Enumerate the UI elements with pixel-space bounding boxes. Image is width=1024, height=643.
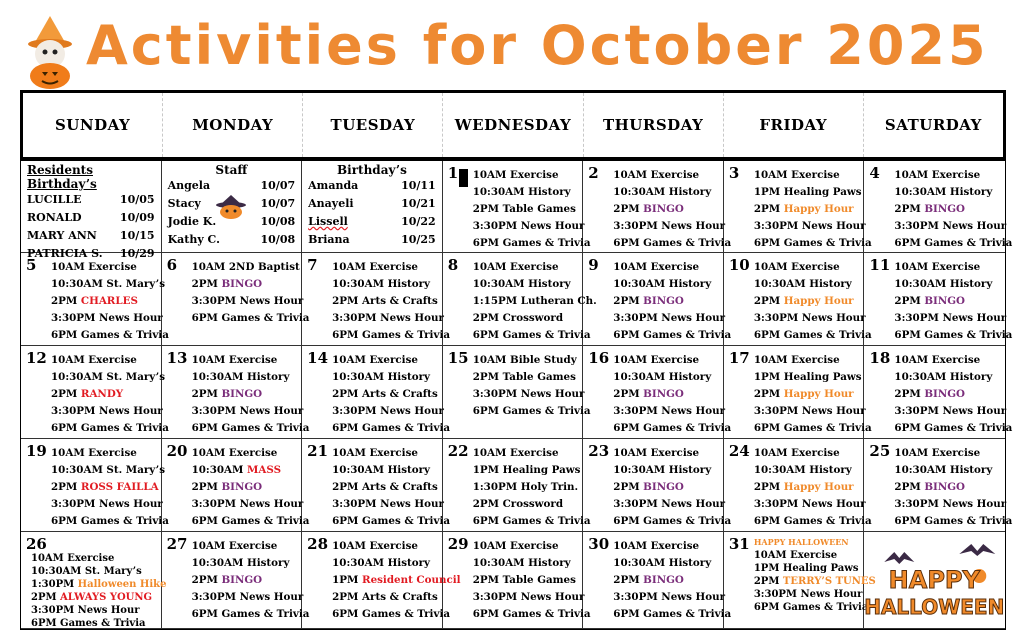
day-cell-13 — [162, 346, 310, 439]
day-cell-31 — [724, 532, 876, 629]
staff-row: Jodie K. 10/08 — [167, 215, 296, 228]
activity-item: 10AM Exercise — [332, 540, 418, 552]
residents-birthdays-title: Residents Birthday’s — [27, 163, 97, 191]
activity-item: 6PM Games & Trivia — [332, 422, 451, 434]
activity-highlight: BINGO — [643, 388, 684, 400]
day-header-friday: FRIDAY — [724, 93, 864, 157]
happy-halloween-art-cell — [864, 532, 1005, 629]
activity-item: 6PM Games & Trivia — [613, 237, 732, 249]
activity-item: 2PM Happy Hour — [753, 388, 854, 400]
activity-item — [754, 536, 862, 549]
activity-highlight: Resident Council — [362, 574, 461, 586]
staff-title: Staff — [215, 163, 248, 177]
day-number: 29 — [447, 535, 469, 553]
activity-item: 6PM Games & Trivia — [613, 608, 732, 620]
day-cell-12 — [21, 346, 169, 439]
activity-item: 10AM Exercise — [894, 169, 981, 181]
activity-item: 10:30AM MASS — [191, 464, 282, 476]
day-cell-29 — [443, 532, 591, 629]
day-number: 18 — [869, 349, 891, 367]
activity-item: 2PM BINGO — [894, 481, 966, 493]
activity-item: 3:30PM News Hour — [472, 220, 585, 232]
activity-item: 6PM Games & Trivia — [191, 515, 310, 527]
activity-item: 3:30PM News Hour — [51, 312, 163, 324]
activity-item: 3:30PM News Hour — [753, 312, 866, 324]
activity-item: 2PM Crossword — [472, 312, 564, 324]
activity-item: 3:30PM News Hour — [191, 498, 304, 510]
svg-text:HALLOWEEN: HALLOWEEN — [864, 595, 1005, 619]
day-number: 15 — [447, 349, 469, 367]
activity-item: 10AM Exercise — [613, 447, 700, 459]
activity-item: 3:30PM News Hour — [753, 498, 866, 510]
activity-item: 10AM Exercise — [191, 354, 278, 366]
activity-item: 3:30PM News Hour — [613, 591, 726, 603]
activity-item: 3:30PM News Hour — [191, 295, 304, 307]
day-header-saturday: SATURDAY — [884, 116, 982, 134]
day-number: 24 — [728, 442, 750, 460]
activity-item: 2PM Table Games — [472, 574, 576, 586]
day-number: 28 — [307, 535, 329, 553]
activity-item: 6PM Games & Trivia — [753, 237, 872, 249]
activity-item: 10AM Exercise — [613, 261, 700, 273]
day-header-monday: MONDAY — [163, 93, 303, 157]
activity-highlight: BINGO — [221, 278, 263, 290]
day-cell-14 — [302, 346, 451, 439]
activity-item: 10AM Exercise — [472, 261, 559, 273]
activity-item: 6PM Games & Trivia — [613, 422, 732, 434]
activity-item: 2PM RANDY — [51, 388, 124, 400]
day-cell-26 — [21, 532, 167, 629]
birthday-row: PATRICIA S. 10/29 — [27, 247, 155, 260]
activity-item: 10AM Exercise — [332, 447, 418, 459]
activity-item: 10:30AM History — [191, 371, 290, 383]
activity-item: 10:30AM History — [191, 557, 290, 569]
day-cell-17 — [724, 346, 872, 439]
activity-item: 2PM ALWAYS YOUNG — [31, 592, 153, 603]
activity-item: 1PM Healing Paws — [753, 563, 859, 574]
activity-highlight: BINGO — [643, 295, 684, 307]
activity-highlight: Happy Hour — [783, 481, 854, 493]
activity-item: 3:30PM News Hour — [191, 591, 304, 603]
activity-highlight: RANDY — [80, 388, 124, 400]
activity-item: 2PM BINGO — [613, 203, 684, 215]
activity-item: 10AM Exercise — [753, 550, 838, 561]
day-number: 9 — [588, 256, 599, 274]
day-number: 26 — [26, 535, 47, 553]
activity-item: 3:30PM News Hour — [753, 220, 866, 232]
activity-item: 3:30PM News Hour — [472, 591, 585, 603]
day-number: 6 — [166, 256, 177, 274]
staff-row: Stacy 10/07 — [167, 197, 296, 210]
activity-item: 6PM Games & Trivia — [51, 515, 169, 527]
activity-item: 10AM Exercise — [332, 354, 418, 366]
activity-item: 10:30AM History — [613, 464, 712, 476]
witch-pumpkin-icon — [214, 195, 248, 219]
activity-item: 10:30AM History — [332, 557, 431, 569]
day-cell-7 — [302, 253, 451, 346]
activity-item: 10:30AM History — [753, 278, 852, 290]
birthday-row: Briana 10/25 — [308, 233, 436, 246]
day-cell-4 — [864, 161, 1013, 253]
activity-item: 6PM Games & Trivia — [332, 515, 451, 527]
day-cell-3 — [724, 161, 872, 253]
staff-row: Kathy C. 10/08 — [167, 233, 296, 246]
activity-item: 3:30PM News Hour — [894, 220, 1007, 232]
activity-item: 3:30PM News Hour — [613, 220, 726, 232]
day-cell-6 — [162, 253, 310, 346]
activity-item: 3:30PM News Hour — [613, 498, 726, 510]
day-header-thursday: THURSDAY — [584, 93, 724, 157]
activity-item: 10AM Exercise — [191, 447, 278, 459]
activity-item: 6PM Games & Trivia — [191, 422, 310, 434]
activity-item: 6PM Games & Trivia — [472, 329, 591, 341]
activity-item: 6PM Games & Trivia — [613, 515, 732, 527]
activity-item: 2PM BINGO — [894, 388, 966, 400]
activity-item: 2PM Happy Hour — [753, 481, 854, 493]
activity-item: 2PM BINGO — [613, 481, 684, 493]
activity-item: 10:30AM History — [894, 464, 993, 476]
activity-item: 10:30AM History — [894, 186, 993, 198]
activity-item: 10AM Exercise — [472, 540, 559, 552]
day-number: 20 — [166, 442, 188, 460]
activity-item: 6PM Games & Trivia — [332, 608, 451, 620]
day-number: 31 — [728, 535, 750, 553]
day-header-sunday: SUNDAY — [23, 93, 163, 157]
activity-item: 1:30PM Holy Trin. — [472, 481, 579, 493]
activity-item: 10AM Exercise — [51, 261, 137, 273]
day-number: 17 — [728, 349, 750, 367]
activity-item: 10AM Exercise — [613, 540, 700, 552]
activity-item: 10AM Exercise — [613, 169, 700, 181]
staff-row: Angela 10/07 — [167, 179, 296, 192]
birthday-row: Lissell 10/22 — [308, 215, 436, 228]
activity-item: 6PM Games & Trivia — [472, 405, 591, 417]
activity-item: 6PM Games & Trivia — [191, 608, 310, 620]
day-number: 25 — [869, 442, 891, 460]
activity-item: 1:30PM Halloween Hike — [31, 579, 167, 590]
activity-item: 2PM BINGO — [191, 278, 263, 290]
activity-item: 2PM CHARLES — [51, 295, 138, 307]
day-cell-9 — [583, 253, 732, 346]
activity-item: 3:30PM News Hour — [332, 498, 444, 510]
birthday-row: LUCILLE 10/05 — [27, 193, 155, 206]
day-number: 19 — [26, 442, 47, 460]
day-cell-27 — [162, 532, 310, 629]
day-cell-20 — [162, 439, 310, 532]
activity-item: 3:30PM News Hour — [894, 405, 1007, 417]
activity-item: 3:30PM News Hour — [191, 405, 304, 417]
activity-highlight: BINGO — [643, 203, 684, 215]
day-number: 4 — [869, 164, 880, 182]
activity-item: 10AM Bible Study — [472, 354, 577, 366]
day-number: 23 — [588, 442, 610, 460]
activity-item: 10AM Exercise — [894, 447, 981, 459]
activity-item: 2PM Arts & Crafts — [332, 591, 438, 603]
activity-item: 3:30PM News Hour — [894, 312, 1007, 324]
activity-item: 1:15PM Lutheran Ch. — [472, 295, 597, 307]
day-cell-10 — [724, 253, 872, 346]
day-cell-8 — [443, 253, 597, 346]
activity-highlight: TERRY’S TUNES — [782, 576, 876, 587]
activity-item: 6PM Games & Trivia — [894, 237, 1013, 249]
birthdays-cell — [302, 161, 443, 253]
activity-item: 6PM Games & Trivia — [753, 602, 869, 613]
activity-item: 10AM Exercise — [472, 447, 559, 459]
activity-item: 2PM Table Games — [472, 371, 576, 383]
activity-item: 2PM Table Games — [472, 203, 576, 215]
activity-item: 6PM Games & Trivia — [332, 329, 451, 341]
activity-item: 6PM Games & Trivia — [894, 422, 1013, 434]
activity-item: 1PM Resident Council — [332, 574, 461, 586]
activity-highlight: BINGO — [221, 481, 263, 493]
activity-item: 6PM Games & Trivia — [472, 608, 591, 620]
activity-highlight: CHARLES — [80, 295, 138, 307]
activity-item: 6PM Games & Trivia — [31, 618, 146, 629]
activity-highlight: BINGO — [643, 481, 684, 493]
activity-item: 3:30PM News Hour — [894, 498, 1007, 510]
activity-item: 3:30PM News Hour — [613, 405, 726, 417]
activity-item: 2PM BINGO — [613, 388, 684, 400]
activity-item: 10:30AM History — [472, 278, 571, 290]
activity-item: 10:30AM History — [472, 186, 571, 198]
activity-item: 6PM Games & Trivia — [753, 515, 872, 527]
birthday-row: Anayeli 10/21 — [308, 197, 436, 210]
day-cell-25 — [864, 439, 1013, 532]
day-number: 16 — [588, 349, 610, 367]
day-header-wednesday: WEDNESDAY — [443, 93, 583, 157]
page-title: Activities for October 2025 — [86, 14, 989, 77]
activity-item: 2PM Crossword — [472, 498, 564, 510]
activity-item: 2PM BINGO — [191, 574, 263, 586]
day-cell-19 — [21, 439, 169, 532]
day-cell-24 — [724, 439, 872, 532]
activity-item: 2PM BINGO — [613, 295, 684, 307]
activity-item: 10AM Exercise — [753, 447, 840, 459]
activity-item: 10:30AM History — [332, 371, 431, 383]
activity-item: 10:30AM History — [613, 278, 712, 290]
day-cell-1 — [443, 161, 591, 253]
activity-item: 10AM Exercise — [753, 169, 840, 181]
day-number: 3 — [728, 164, 740, 182]
day-header-tuesday: TUESDAY — [303, 93, 443, 157]
activity-item: 1PM Healing Paws — [472, 464, 581, 476]
activity-item: 2PM TERRY’S TUNES — [753, 576, 876, 587]
activity-highlight: ROSS FAILLA — [80, 481, 159, 493]
activity-item: 1PM Healing Paws — [753, 371, 862, 383]
activity-item: 10AM Exercise — [613, 354, 700, 366]
activity-item: 2PM Happy Hour — [753, 295, 854, 307]
activity-item: 3:30PM News Hour — [472, 388, 585, 400]
activity-item: 3:30PM News Hour — [753, 405, 866, 417]
activity-highlight: ALWAYS YOUNG — [60, 592, 153, 603]
activity-item: 3:30PM News Hour — [753, 589, 863, 600]
activity-item: 10:30AM St. Mary’s — [51, 464, 166, 476]
day-number: 30 — [588, 535, 610, 553]
activity-item: 2PM Happy Hour — [753, 203, 854, 215]
activity-highlight: Happy Hour — [783, 388, 854, 400]
activity-item: 6PM Games & Trivia — [472, 515, 591, 527]
activity-item: 6PM Games & Trivia — [51, 422, 169, 434]
day-number: 22 — [447, 442, 469, 460]
activity-item: 3:30PM News Hour — [613, 312, 726, 324]
activity-item: 10AM Exercise — [894, 354, 981, 366]
birthday-row: RONALD 10/09 — [27, 211, 155, 224]
day-cell-2 — [583, 161, 732, 253]
activity-item: 2PM BINGO — [894, 203, 966, 215]
calendar-grid — [20, 160, 1013, 630]
birthday-row: MARY ANN 10/15 — [27, 229, 155, 242]
activity-item: 10:30AM History — [613, 557, 712, 569]
activity-item: 6PM Games & Trivia — [894, 329, 1013, 341]
activity-item: 10:30AM History — [894, 371, 993, 383]
activity-item: 10:30AM History — [894, 278, 993, 290]
activity-item: 10:30AM History — [332, 464, 431, 476]
birthdays-title: Birthday’s — [337, 163, 407, 177]
activity-item: 3:30PM News Hour — [332, 405, 444, 417]
day-cell-22 — [443, 439, 591, 532]
activity-highlight: MASS — [247, 464, 282, 476]
activity-item: 10AM Exercise — [31, 553, 115, 564]
activity-item: 6PM Games & Trivia — [191, 312, 310, 324]
activity-highlight: BINGO — [643, 574, 684, 586]
birthday-row: Amanda 10/11 — [308, 179, 436, 192]
day-number: 8 — [447, 256, 459, 274]
activity-highlight: BINGO — [924, 203, 966, 215]
staff-birthdays-cell — [162, 161, 303, 253]
residents-birthdays-cell — [21, 161, 162, 260]
activity-item: 1PM Healing Paws — [753, 186, 862, 198]
activity-highlight: Happy Hour — [783, 203, 854, 215]
activity-item: 10:30AM St. Mary’s — [51, 371, 166, 383]
weekday-header — [20, 90, 1006, 160]
activity-item: 6PM Games & Trivia — [472, 237, 591, 249]
day-number: 27 — [166, 535, 188, 553]
day-number: 13 — [166, 349, 188, 367]
activity-item: 10AM Exercise — [191, 540, 278, 552]
day-number: 1 — [447, 164, 459, 182]
activity-highlight: Halloween Hike — [77, 579, 167, 590]
ghost-pumpkin-icon — [14, 14, 86, 90]
activity-item: 2PM BINGO — [191, 388, 263, 400]
activity-item: 10AM Exercise — [332, 261, 418, 273]
activity-item: 10AM Exercise — [753, 261, 840, 273]
activity-item: 10AM Exercise — [894, 261, 981, 273]
day-number: 2 — [588, 164, 599, 182]
activity-highlight: BINGO — [924, 481, 966, 493]
activity-item: 10AM 2ND Baptist — [191, 261, 300, 273]
activity-item: 2PM Arts & Crafts — [332, 481, 438, 493]
activity-item: 3:30PM News Hour — [51, 498, 163, 510]
activity-highlight: BINGO — [924, 388, 966, 400]
activity-item: 2PM Arts & Crafts — [332, 388, 438, 400]
activity-highlight: HAPPY HALLOWEEN — [753, 537, 849, 547]
day-number: 7 — [307, 256, 318, 274]
text-cursor — [459, 169, 468, 187]
activity-item: 2PM ROSS FAILLA — [51, 481, 159, 493]
activity-highlight: BINGO — [221, 574, 263, 586]
activity-item: 10AM Exercise — [753, 354, 840, 366]
activity-item: 10:30AM History — [613, 371, 712, 383]
activity-item: 6PM Games & Trivia — [753, 422, 872, 434]
activity-item: 10:30AM History — [613, 186, 712, 198]
activity-item: 10AM Exercise — [51, 447, 137, 459]
activity-item: 6PM Games & Trivia — [753, 329, 872, 341]
activity-item: 10:30AM St. Mary’s — [31, 566, 142, 577]
day-cell-16 — [583, 346, 732, 439]
activity-item: 3:30PM News Hour — [31, 605, 140, 616]
activity-item: 6PM Games & Trivia — [894, 515, 1013, 527]
activity-highlight: Happy Hour — [783, 295, 854, 307]
activity-highlight: BINGO — [924, 295, 966, 307]
day-cell-11 — [864, 253, 1013, 346]
activity-item: 10AM Exercise — [51, 354, 137, 366]
day-cell-30 — [583, 532, 732, 629]
day-cell-15 — [443, 346, 591, 439]
activity-item: 6PM Games & Trivia — [51, 329, 169, 341]
activity-item: 6PM Games & Trivia — [613, 329, 732, 341]
day-cell-21 — [302, 439, 451, 532]
activity-item: 10:30AM History — [332, 278, 431, 290]
day-cell-5 — [21, 253, 169, 346]
activity-item: 3:30PM News Hour — [332, 312, 444, 324]
activity-item: 10AM Exercise — [472, 169, 559, 181]
svg-text:HAPPY: HAPPY — [889, 566, 981, 594]
activity-item: 3:30PM News Hour — [51, 405, 163, 417]
day-number: 14 — [307, 349, 329, 367]
activity-item: 2PM BINGO — [894, 295, 966, 307]
activity-item: 2PM Arts & Crafts — [332, 295, 438, 307]
day-number: 10 — [728, 256, 750, 274]
day-cell-18 — [864, 346, 1013, 439]
day-number: 21 — [307, 442, 329, 460]
day-number: 12 — [26, 349, 47, 367]
day-number: 11 — [869, 256, 891, 274]
activity-item: 2PM BINGO — [613, 574, 684, 586]
activity-item: 2PM BINGO — [191, 481, 263, 493]
activity-item: 10:30AM History — [472, 557, 571, 569]
day-cell-23 — [583, 439, 732, 532]
happy-halloween-art — [864, 532, 1005, 628]
activity-item: 10:30AM History — [753, 464, 852, 476]
activity-highlight: BINGO — [221, 388, 263, 400]
activity-item: 10:30AM St. Mary’s — [51, 278, 166, 290]
day-number: 5 — [26, 256, 37, 274]
